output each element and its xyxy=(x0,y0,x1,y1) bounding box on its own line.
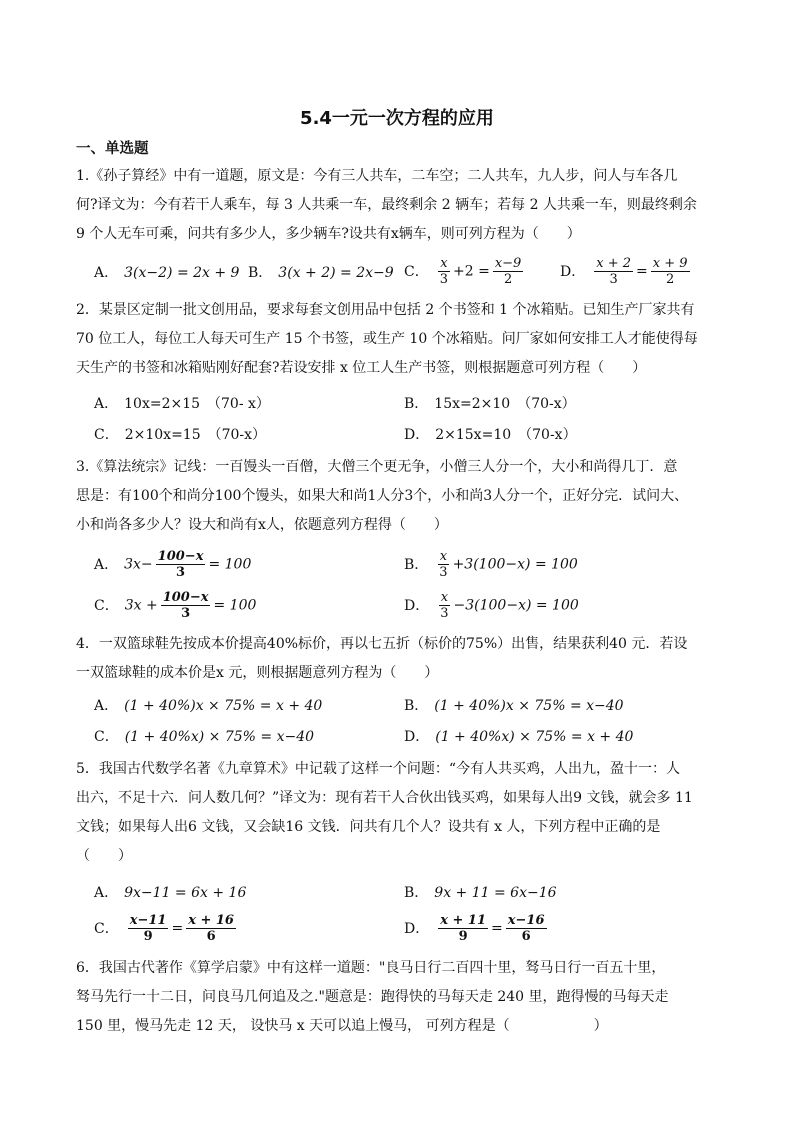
option-text: (1 + 40%)x × 75% = x−40 xyxy=(434,698,624,714)
section-heading: 一、单选题 xyxy=(76,141,149,157)
q3-option-d[interactable] xyxy=(404,590,579,621)
q2-option-a[interactable] xyxy=(94,393,270,415)
question-2-line-3: 天生产的书签和冰箱贴刚好配套?若设安排 x 位工人生产书签，则根据题意可列方程（ ） xyxy=(76,360,647,376)
option-label: D． xyxy=(404,597,430,614)
option-text: 2×10x=15 （70-x） xyxy=(124,427,267,443)
fraction: $\frac{x-11}{9}$ xyxy=(129,913,167,944)
question-5-line-1: 5．我国古代数学名著《九章算术》中记载了这样一个问题：“今有人共买鸡，人出九，盈十一：人 xyxy=(76,761,681,777)
question-1-line-1: 1.《孙子算经》中有一道题，原文是：今有三人共车，二车空；二人共车，九人步，问人与车各几 xyxy=(76,168,678,184)
q5-option-c[interactable] xyxy=(94,913,239,944)
option-text: = 100 xyxy=(208,556,252,573)
equals-sign: = xyxy=(491,920,503,937)
q3-option-a[interactable] xyxy=(94,549,251,580)
fraction: $\frac{x-9}{2}$ xyxy=(494,256,522,287)
q3-option-c[interactable] xyxy=(94,590,256,621)
option-label: A． xyxy=(94,556,119,573)
fraction: $\frac{x}{3}$ xyxy=(440,590,449,621)
question-3 xyxy=(76,453,720,540)
fraction: $\frac{100-x}{3}$ xyxy=(162,590,209,621)
question-5-line-3: 文钱；如果每人出6 文钱，又会缺16 文钱．问共有几个人？设共有 x 人，下列方程中正确的是 xyxy=(76,819,661,835)
page-title: 5.4一元一次方程的应用 xyxy=(300,108,494,129)
fraction: $\frac{x + 9}{2}$ xyxy=(652,256,688,287)
question-1 xyxy=(76,162,720,249)
fraction: $\frac{x}{3}$ xyxy=(439,256,448,287)
fraction: $\frac{100-x}{3}$ xyxy=(157,549,204,580)
q5-option-a[interactable] xyxy=(94,882,246,904)
q1-option-d[interactable] xyxy=(560,256,693,287)
q4-option-b[interactable] xyxy=(404,695,624,717)
option-text: (1 + 40%x) × 75% = x + 40 xyxy=(435,729,634,745)
fraction: $\frac{x}{3}$ xyxy=(439,549,448,580)
option-label: A． xyxy=(94,265,119,281)
option-label: C． xyxy=(94,729,119,745)
q2-option-d[interactable] xyxy=(404,424,577,446)
question-3-line-2: 思是：有100个和尚分100个馒头，如果大和尚1人分3个，小和尚3人分一个，正好分完．试问大、 xyxy=(76,488,689,504)
option-label: C． xyxy=(94,597,119,614)
question-6 xyxy=(76,954,720,1041)
option-label: B． xyxy=(404,698,429,714)
option-label: A． xyxy=(94,698,119,714)
option-label: B． xyxy=(404,556,429,573)
question-2-line-2: 70 位工人，每位工人每天可生产 15 个书签，或生产 10 个冰箱贴。问厂家如何安排工人才能使得每 xyxy=(76,331,698,347)
q2-option-b[interactable] xyxy=(404,393,576,415)
question-1-line-3: 9 个人无车可乘，问共有多少人，多少辆车?设共有x辆车，则可列方程为（ ） xyxy=(76,226,581,242)
question-4-line-1: 4．一双篮球鞋先按成本价提高40%标价，再以七五折（标价的75%）出售，结果获利40 元．若设 xyxy=(76,636,688,652)
option-label: C． xyxy=(94,920,119,937)
option-label: A． xyxy=(94,885,119,901)
option-label: D． xyxy=(560,263,586,280)
question-2-line-1: 2．某景区定制一批文创用品，要求每套文创用品中包括 2 个书签和 1 个冰箱贴。已知生产厂家共有 xyxy=(76,302,695,318)
option-label: B． xyxy=(248,265,273,281)
fraction: $\frac{x + 11}{9}$ xyxy=(440,913,487,944)
option-text: +3(100−x) = 100 xyxy=(452,556,578,573)
fraction: $\frac{x + 16}{6}$ xyxy=(188,913,234,944)
fraction: $\frac{x-16}{6}$ xyxy=(507,913,545,944)
question-5 xyxy=(76,755,720,871)
option-text: (1 + 40%)x × 75% = x + 40 xyxy=(124,698,323,714)
q1-option-c[interactable] xyxy=(404,256,526,287)
option-label: A． xyxy=(94,396,119,412)
option-text: 3(x−2) = 2x + 9 xyxy=(124,265,240,281)
question-6-line-3: 150 里，慢马先走 12 天， 设快马 x 天可以追上慢马， 可列方程是（ ） xyxy=(76,1018,608,1034)
option-label: D． xyxy=(404,920,430,937)
equals-sign: = xyxy=(171,920,184,937)
q4-option-d[interactable] xyxy=(404,726,633,748)
question-4 xyxy=(76,630,720,688)
question-2 xyxy=(76,296,720,383)
question-6-line-2: 驽马先行一十二日，问良马几何追及之."题意是：跑得快的马每天走 240 里，跑得慢的马每天走 xyxy=(76,989,669,1005)
option-label: B． xyxy=(404,885,429,901)
question-4-line-2: 一双篮球鞋的成本价是x 元，则根据题意列方程为（ ） xyxy=(76,665,439,681)
option-text: +2 = xyxy=(453,263,490,280)
option-text: = xyxy=(636,263,648,280)
question-3-line-3: 小和尚各多少人？设大和尚有x人，依题意列方程得（ ） xyxy=(76,517,448,533)
q2-option-c[interactable] xyxy=(94,424,266,446)
option-label: B． xyxy=(404,396,429,412)
option-label: C． xyxy=(94,427,119,443)
fraction: $\frac{x + 2}{3}$ xyxy=(596,256,631,287)
option-text: 3x + xyxy=(124,597,158,614)
question-1-line-2: 何?译文为：今有若干人乘车，每 3 人共乘一车，最终剩余 2 辆车；若每 2 人共乘一车，则最终剩余 xyxy=(76,197,697,213)
option-text: 9x + 11 = 6x−16 xyxy=(434,885,557,901)
option-text: 2×15x=10 （70-x） xyxy=(435,427,577,443)
option-label: D． xyxy=(404,427,430,443)
question-3-line-1: 3.《算法统宗》记线：一百馒头一百僧，大僧三个更无争，小僧三人分一个，大小和尚得几丁．意 xyxy=(76,459,678,475)
question-6-line-1: 6．我国古代著作《算学启蒙》中有这样一道题："良马日行二百四十里，驽马日行一百五十里， xyxy=(76,960,666,976)
option-text: 15x=2×10 （70-x） xyxy=(434,396,576,412)
option-text: 3(x + 2) = 2x−9 xyxy=(278,265,394,281)
option-label: C． xyxy=(404,263,429,280)
question-5-line-4: （ ） xyxy=(76,848,132,864)
option-text: 3x− xyxy=(124,556,153,573)
q4-option-a[interactable] xyxy=(94,695,322,717)
q1-option-b[interactable] xyxy=(248,262,394,284)
q4-option-c[interactable] xyxy=(94,726,314,748)
option-text: −3(100−x) = 100 xyxy=(453,597,579,614)
q5-option-b[interactable] xyxy=(404,882,557,904)
option-text: = 100 xyxy=(213,597,257,614)
q1-option-a[interactable] xyxy=(94,262,239,284)
option-text: (1 + 40%x) × 75% = x−40 xyxy=(124,729,315,745)
option-text: 9x−11 = 6x + 16 xyxy=(124,885,247,901)
option-text: 10x=2×15 （70- x） xyxy=(124,396,270,412)
option-label: D． xyxy=(404,729,430,745)
q5-option-d[interactable] xyxy=(404,913,550,944)
question-5-line-2: 出六，不足十六．问人数几何？”译文为：现有若干人合伙出钱买鸡，如果每人出9 文钱，就会多 11 xyxy=(76,790,693,806)
q3-option-b[interactable] xyxy=(404,549,578,580)
